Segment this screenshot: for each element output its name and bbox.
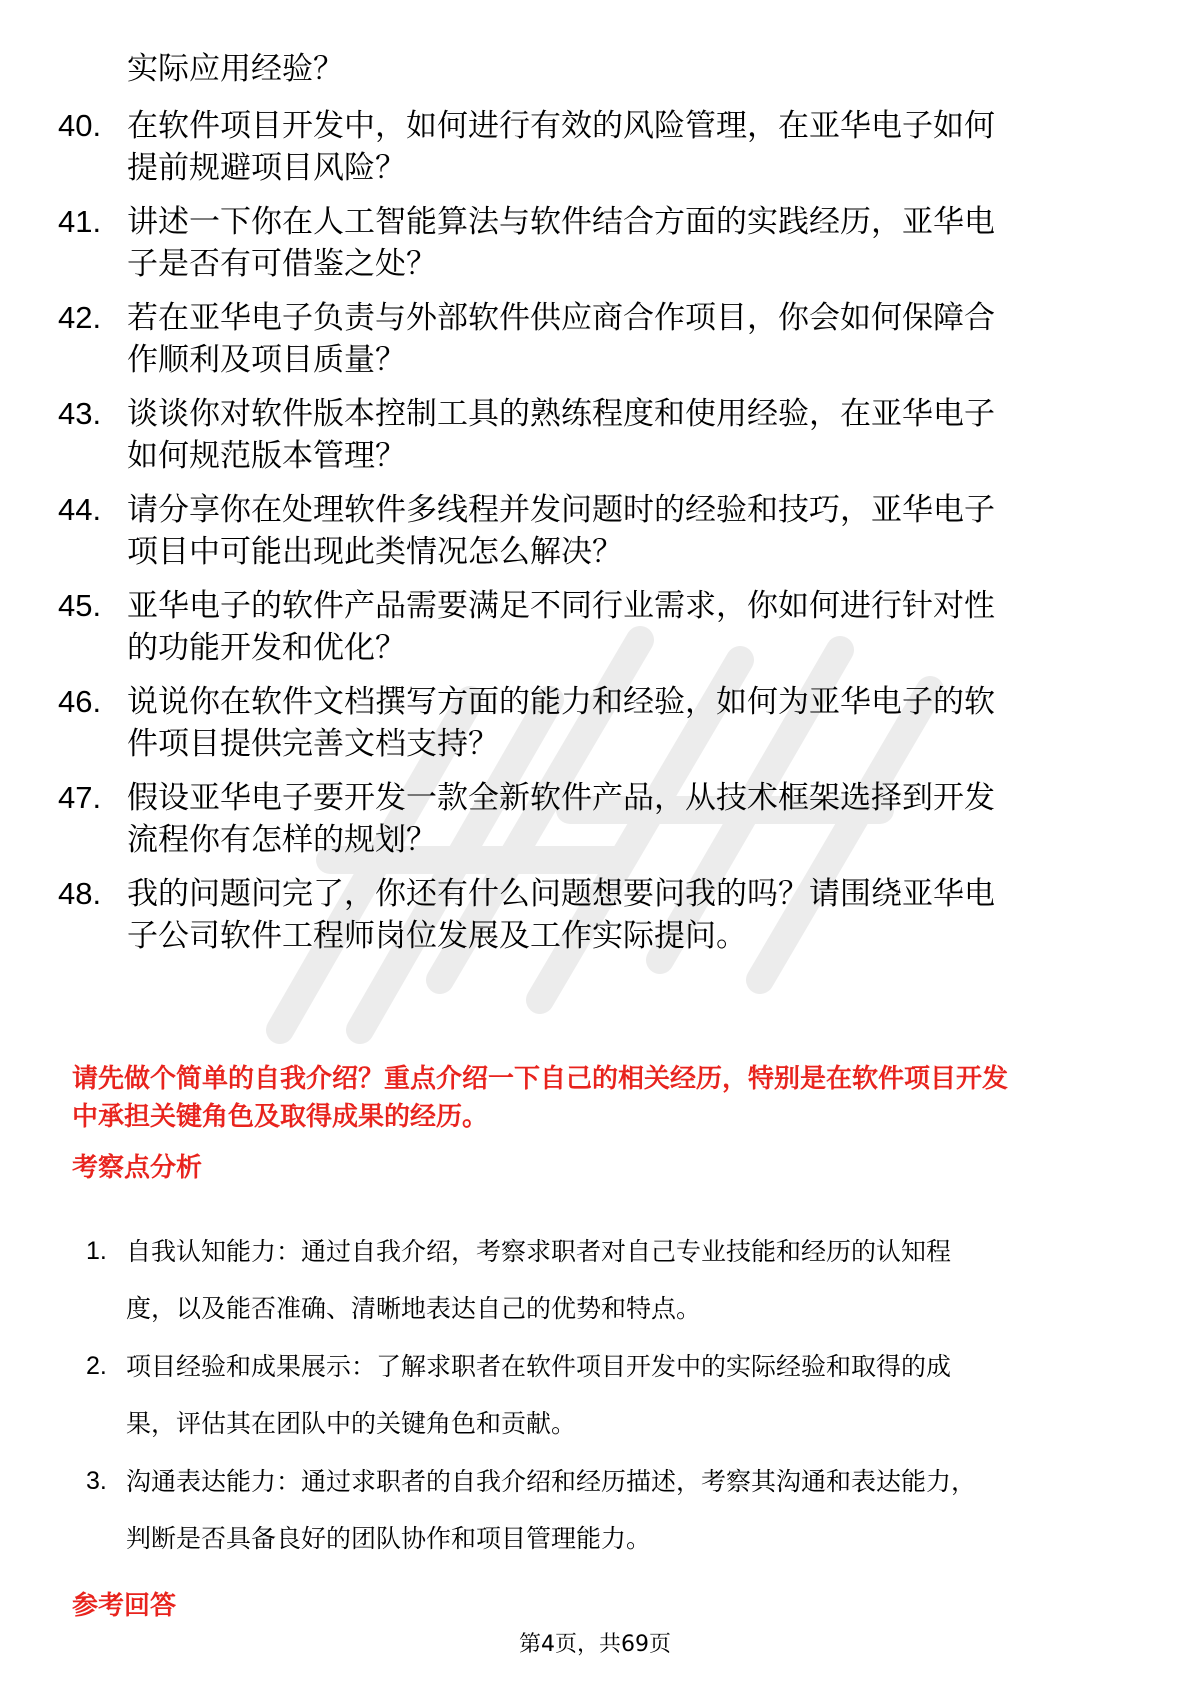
analysis-number: 1. [86, 1237, 107, 1265]
question-number: 44. [58, 492, 102, 527]
question-text: 在软件项目开发中，如何进行有效的风险管理，在亚华电子如何 提前规避项目风险？ [127, 108, 995, 186]
question-number: 45. [58, 588, 102, 623]
reference-heading: 参考回答 [72, 1591, 177, 1621]
analysis-text: 沟通表达能力：通过求职者的自我介绍和经历描述，考察其沟通和表达能力， 判断是否具备良好的团队协作和项目管理能力。 [126, 1467, 977, 1553]
question-text: 我的问题问完了，你还有什么问题想要问我的吗？请围绕亚华电 子公司软件工程师岗位发展及工作实际提问。 [127, 876, 995, 954]
analysis-number: 2. [86, 1352, 107, 1380]
analysis-text: 自我认知能力：通过自我介绍，考察求职者对自己专业技能和经历的认知程 度，以及能否准确、清晰地表达自己的优势和特点。 [126, 1237, 952, 1323]
question-number: 40. [58, 108, 102, 143]
question-text: 假设亚华电子要开发一款全新软件产品，从技术框架选择到开发 流程你有怎样的规划？ [127, 780, 995, 858]
question-number: 46. [58, 684, 102, 719]
question-text: 亚华电子的软件产品需要满足不同行业需求，你如何进行针对性 的功能开发和优化？ [127, 588, 995, 666]
question-number: 47. [58, 780, 102, 815]
question-number: 48. [58, 876, 102, 911]
question-text: 请分享你在处理软件多线程并发问题时的经验和技巧，亚华电子 项目中可能出现此类情况怎么解决？ [127, 492, 995, 570]
question-continuation: 实际应用经验？ [127, 51, 344, 87]
question-number: 42. [58, 300, 102, 335]
page-number: 第4页，共69页 [519, 1632, 671, 1657]
analysis-text: 项目经验和成果展示：了解求职者在软件项目开发中的实际经验和取得的成 果，评估其在团队中的关键角色和贡献。 [126, 1352, 952, 1438]
question-text: 谈谈你对软件版本控制工具的熟练程度和使用经验，在亚华电子 如何规范版本管理？ [127, 396, 995, 474]
analysis-number: 3. [86, 1467, 107, 1495]
question-text: 若在亚华电子负责与外部软件供应商合作项目，你会如何保障合 作顺利及项目质量？ [127, 300, 995, 378]
question-text: 说说你在软件文档撰写方面的能力和经验，如何为亚华电子的软 件项目提供完善文档支持？ [127, 684, 995, 762]
question-number: 41. [58, 204, 102, 239]
question-number: 43. [58, 396, 102, 431]
analysis-heading: 考察点分析 [72, 1153, 203, 1183]
question-text: 讲述一下你在人工智能算法与软件结合方面的实践经历，亚华电 子是否有可借鉴之处？ [127, 204, 995, 282]
intro-question: 请先做个简单的自我介绍？重点介绍一下自己的相关经历，特别是在软件项目开发 中承担关键角色及取得成果的经历。 [72, 1064, 1009, 1132]
